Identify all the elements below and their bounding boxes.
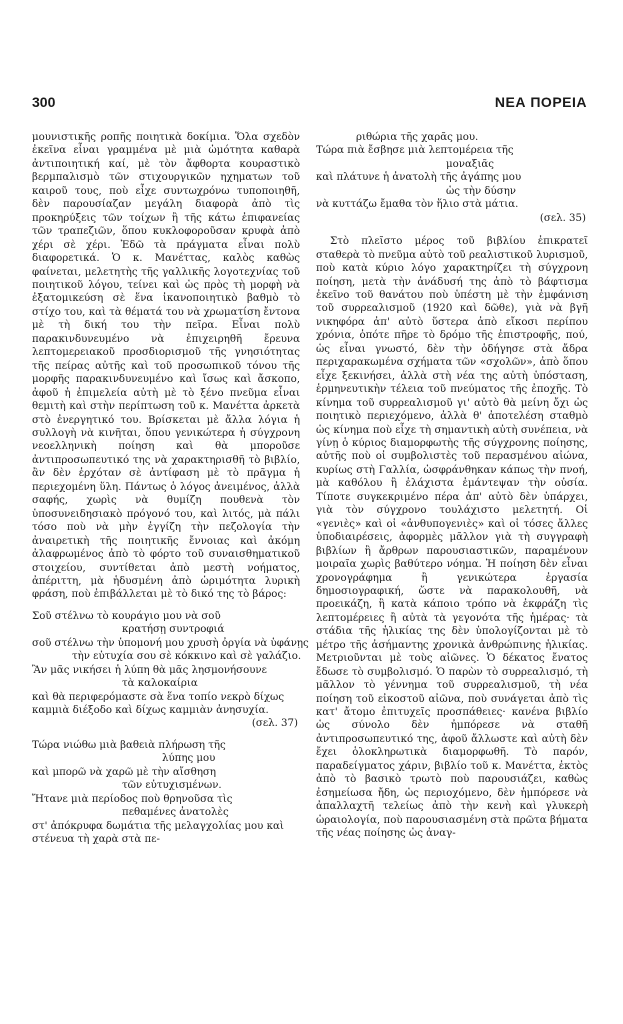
poem-line: νὰ κυττάζω ἔμαθα τὸν ἥλιο στὰ μάτια. <box>316 199 519 211</box>
poem-line: κρατήσῃ συντροφιά <box>122 624 225 636</box>
body-paragraph: μουνιστικῆς ροπῆς ποιητικὰ δοκίμια. Ὅλα σχεδὸν ἐκεῖνα εἶναι γραμμένα μὲ μιὰ ὠμότητα καθαρὰ ἀντιποιητική καί, μὲ τὸν ἄφθορτα κουραστικὸ βερμπαλισμὸ τῶν στιχουργικῶν ηχηματων τοῦ καιροῦ τους, ποὺ εἶχε συντωχρόνω τυποποιηθῆ, δὲν παρουσίαζαν μεγάλη διαφορὰ ἀπὸ τὶς προκηρύξεις τῶν τοίχων ἢ τῆς κάτω ἐπιφανείας τῶν τραπεζιῶν, ὅπου κυκλοφοροῦσαν κρυφὰ ἀπὸ χέρι σὲ χέρι. Ἐδῶ τὰ πράγματα εἶναι πολὺ διαφορετικά. Ὁ κ. Μανέττας, καλὸς καθὼς φαίνεται, μελετητὴς τῆς γαλλικῆς λογοτεχνίας τοῦ ποιητικοῦ λόγου, τείνει καὶ ὡς πρὸς τὴ μορφὴ νὰ ἐξατομικεύση σὲ ἕνα ἱκανοποιητικὸ βαθμὸ τὸ στίχο του, καὶ τὰ θέματά του νὰ χρωματίση ἔντονα μὲ τὴ δική του τὴν πεῖρα. Εἶναι πολὺ παρακινδυνευμένο νὰ ἐπιχειρηθῆ ἔρευνα λεπτομερειακοῦ προσδιορισμοῦ τῆς γνησιότητας τῆς πείρας αὐτῆς καὶ τοῦ προσωπικοῦ τόνου τῆς μορφῆς παρακινδυνευμένο καὶ ἴσως καὶ ἄσκοπο, ἀφοῦ ἡ ἐπιμελεία αὐτὴ μὲ τὸ ξένο πνεῦμα εἶναι θεμιτὴ καὶ στὴν περίπτωση τοῦ κ. Μανέττα ἀρκετὰ στὸ ἐνεργητικό του. Βρίσκεται μὲ ἄλλα λόγια ἡ συλλογὴ νὰ κινῆται, ὅπου γενικώτερα ἡ σύγχρονη νεοελληνικὴ ποίηση καὶ θὰ μποροῦσε ἀντιπροσωπευτικό της νὰ χαρακτηρισθῆ τὸ βιβλίο, ἂν δὲν ἐρχόταν σὲ ἀντίφαση μὲ τὸ πρᾶγμα ἡ περιεχομένη ὕλη. Πάντως ὁ λόγος ἀνειμένος, ἀλλὰ σαφής, χωρὶς νὰ θυμίζη πουθενὰ τὸν ὑποσυνειδησιακὸ πρόγονό του, καὶ λιτός, μὰ πάλι τόσο ποὺ νὰ μὴν ἐγγίζη τὴν πεζολογία τὴν ἀναιρετικὴ τῆς ποιητικῆς ἔννοιας καὶ ἀκόμη ἀλαφρωμένος ἀπὸ τὸ φόρτο τοῦ συναισθηματικοῦ στοιχείου, συντίθεται ἀπὸ μεστὴ νοήματος, ἀπέριττη, μὰ ἡδυσμένη ἀπὸ ὡριμότητα λυρικὴ φράση, ποὺ ἐπιβάλλεται μὲ τὸ δικό της τὸ βάρος: <box>32 132 300 601</box>
page-reference: (σελ. 37) <box>251 718 298 730</box>
page-number: 300 <box>32 94 56 110</box>
poem-line: τῶν εὐτυχισμένων. <box>122 780 222 792</box>
poem-line: καὶ μπορῶ νὰ χαρῶ μὲ τὴν αἴσθηση <box>32 766 216 778</box>
poem-line: ριθώρια τῆς χαρᾶς μου. <box>356 132 479 143</box>
left-column <box>32 131 309 847</box>
poem-line: μοναξιᾶς <box>446 158 495 170</box>
right-column <box>316 131 588 841</box>
poem-line: λύπης μου <box>162 753 216 765</box>
poem-line: στ' ἀπόκρυφα δωμάτια τῆς μελαγχολίας μου καὶ <box>32 820 284 832</box>
poem-line: Ἤτανε μιὰ περίοδος ποὺ θρηνοῦσα τὶς <box>32 793 233 805</box>
running-title: ΝΕΑ ΠΟΡΕΙΑ <box>494 94 587 110</box>
poem-line: πεθαμένες ἀνατολὲς <box>122 807 229 819</box>
poem-excerpt-1 <box>32 610 309 731</box>
poem-line: στένευα τὴ χαρὰ στὰ πε- <box>32 834 160 846</box>
poem-line: καὶ πλάτυνε ἡ ἀνατολὴ τῆς ἀγάπης μου <box>316 172 522 184</box>
poem-excerpt-2 <box>32 739 300 847</box>
poem-line: ὡς τὴν δύσην <box>446 185 516 197</box>
poem-line: καὶ θὰ περιφερόμαστε σὰ ἕνα τοπίο νεκρὸ δίχως <box>32 691 285 703</box>
poem-excerpt-continued <box>316 131 588 225</box>
poem-line: σοῦ στέλνω τὴν ὑπομονή μου χρυσὴ ὀργία νὰ ὑφάνῃς <box>32 637 309 649</box>
poem-line: Ἂν μᾶς νικήσει ἡ λύπη θὰ μᾶς λησμονήσουνε <box>32 664 267 676</box>
page-header <box>32 94 587 116</box>
body-paragraph: Στὸ πλεῖστο μέρος τοῦ βιβλίου ἐπικρατεῖ σταθερὰ τὸ πνεῦμα αὐτὸ τοῦ ρεαλιστικοῦ λυρισμοῦ, ποὺ κατὰ κύριο λόγο χαρακτηρίζει τὴ σύγχρονη ποίηση, μετὰ τὴν ἀνάδυσή της ἀπὸ τὸ βάφτισμα ἐκεῖνο τοῦ θανάτου ποὺ ὑπέστη μὲ τὴν ἐμφάνιση τοῦ συρρεαλισμοῦ (1920 καὶ δῶθε), γιὰ νὰ βγῆ νικηφόρα ἀπ' αὐτὸ ὕστερα ἀπὸ εἴκοσι περίπου χρόνια, ὁπότε πῆρε τὸ δρόμο τῆς ἐπιστροφῆς, πού, ὡς εἶναι γνωστό, δὲν τὴν ὁδήγησε στὰ ἄδρα περιχαρακωμένα σχήματα τῶν «σχολῶν», ἀπὸ ὅπου εἶχε ξεκινήσει, ἀλλὰ στὴ νέα της αὐτὴ ὑπόσταση, ἑρμηνευτικὴν τέλεια τοῦ πνεύματος τῆς ἐποχῆς. Τὸ κίνημα τοῦ συρρεαλισμοῦ γι' αὐτὸ θὰ μείνη ὄχι ὡς ποιητικὸ περιεχόμενο, ἀλλὰ θ' ἀποτελέση σταθμὸ ὡς κίνημα ποὺ εἶχε τὴ σημαντικὴ αὐτὴ συνέπεια, νὰ γίνῃ ὁ κύριος διαμορφωτὴς τῆς σύγχρονης ποίησης, αὐτῆς ποὺ οἱ συμβολιστὲς τοῦ περασμένου αἰώνα, κυρίως στὴ Γαλλία, ὡσφράνθηκαν κάπως τὴν πνοή, μὰ καθόλου ἢ ἐλάχιστα ἐμάντεψαν τὴν οὐσία. Τίποτε συγκεκριμένο πέρα ἀπ' αὐτὸ δὲν ὑπάρχει, γιὰ τὸν σύγχρονο τουλάχιστο μελετητή. Οἱ «γενιὲς» καὶ οἱ «ἀνθυπογενιὲς» καὶ οἱ τόσες ἄλλες ὑποδιαιρέσεις, ἀφορμὲς μᾶλλον γιὰ τὴ συγγραφὴ βιβλίων ἢ ἄρθρων παρουσιαστικῶν, παραμένουν μοιραῖα χωρὶς βαθύτερο νόημα. Ἡ ποίηση δὲν εἶναι χρονογράφημα ἢ γενικώτερα ἐργασία δημοσιογραφική, ὥστε νὰ παρακολουθῆ, νὰ προεικάζη, ἢ κατὰ κάποιο τρόπο νὰ ἐκφράζη τὶς λεπτομέρειες ἢ αὐτὰ τὰ γεγονότα τῆς ἡμέρας· τὰ στάδια τῆς ἡλικίας της δὲν ὑπολογίζονται μὲ τὸ μέτρο τῆς ἀσήμαντης χρονικὰ ἀνθρώπινης ἡλικίας. Μετριοῦνται μὲ τοὺς αἰῶνες. Ὁ δέκατος ἔνατος ἔδωσε τὸ συμβολισμό. Ὁ παρὼν τὸ συρρεαλισμό, τὴ μᾶλλον τὸ γέννημα τοῦ συρρεαλισμοῦ, τὴ νέα ποίηση τοῦ εἰκοστοῦ αἰῶνα, ποὺ συνάγεται ἀπὸ τὶς κατ' ἄτομο ἐπιτυχεῖς προσπάθειες· κανένα βιβλίο ὡς σύνολο δὲν ἠμπόρεσε νὰ σταθῆ ἀντιπροσωπευτικό της, ἀφοῦ ἄλλωστε καὶ αὐτὴ δὲν ἔχει ὁλοκληρωτικὰ διαμορφωθῆ. Τὸ παρόν, παραδείγματος χάριν, βιβλίο τοῦ κ. Μανέττα, ἐκτὸς ἀπὸ τὸ βασικὸ τρωτὸ ποὺ παρουσιάζει, καθὼς ἐσημείωσα ἤδη, ὡς περιοχόμενο, δὲν ἠμπόρεσε νὰ ἀπαλλαχτῆ τελείως ἀπὸ τὴν κενὴ καὶ γλυκερὴ ὡραιολογία, ποὺ παρουσιασμένη στὰ πρῶτα βήματα τῆς νέας ποίησης ὡς ἀναγ- <box>316 236 588 840</box>
poem-line: καμμιὰ διέξοδο καὶ δίχως καμμιὰν ἀνησυχία. <box>32 705 269 717</box>
page-reference: (σελ. 35) <box>539 212 586 224</box>
poem-line: Τώρα πιὰ ἔσβησε μιὰ λεπτομέρεια τῆς <box>316 145 514 157</box>
poem-line: Τώρα νιώθω μιὰ βαθειὰ πλήρωση τῆς <box>32 739 226 751</box>
poem-line: τὰ καλοκαίρια <box>122 678 198 690</box>
poem-line: τὴν εὐτυχία σου σὲ κόκκινο καὶ σὲ γαλάζιο. <box>72 651 302 663</box>
poem-line: Σοῦ στέλνω τὸ κουράγιο μου νὰ σοῦ <box>32 610 221 622</box>
